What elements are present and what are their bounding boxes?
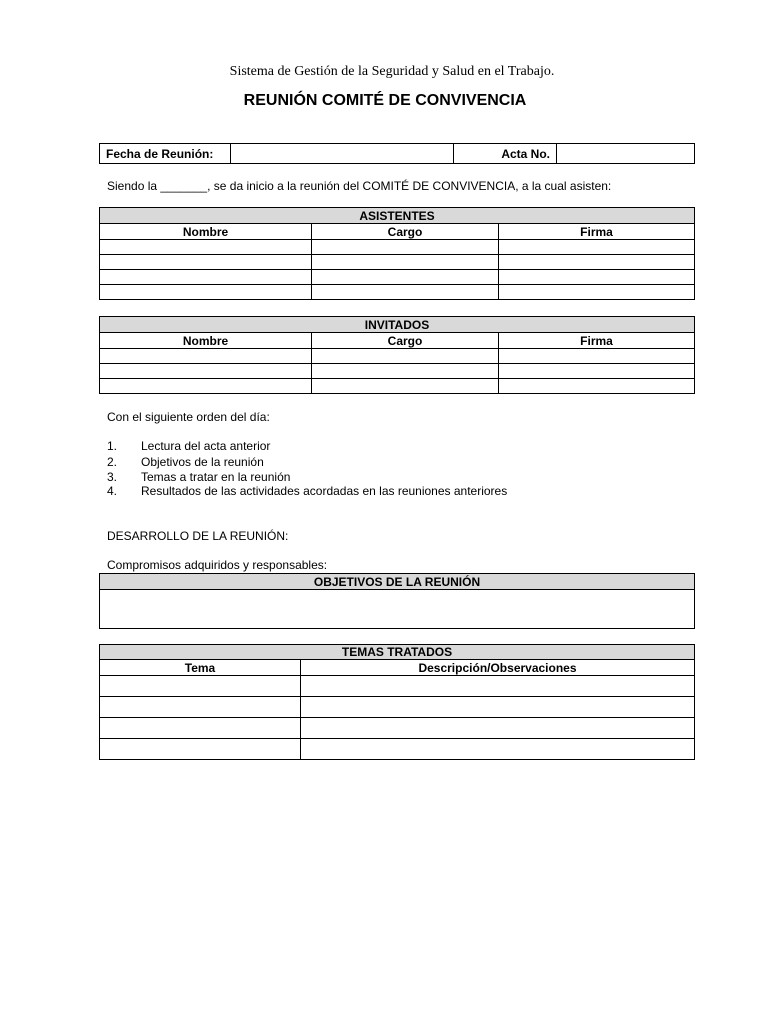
objectives-content-cell[interactable]	[100, 590, 695, 629]
guest-role-cell[interactable]	[312, 364, 499, 379]
attendees-col-name: Nombre	[100, 224, 312, 240]
meeting-info-table	[99, 143, 695, 164]
topics-title: TEMAS TRATADOS	[100, 645, 695, 660]
table-row	[100, 240, 695, 255]
table-row	[100, 364, 695, 379]
guests-col-role: Cargo	[312, 333, 499, 349]
document-subtitle: Sistema de Gestión de la Seguridad y Salud en el Trabajo.	[229, 64, 555, 79]
attendee-name-cell[interactable]	[100, 240, 312, 255]
agenda-intro: Con el siguiente orden del día:	[107, 410, 270, 424]
development-heading: DESARROLLO DE LA REUNIÓN:	[107, 529, 289, 543]
agenda-item-num: 4.	[107, 484, 118, 498]
intro-text: Siendo la _______, se da inicio a la reunión del COMITÉ DE CONVIVENCIA, a la cual asisten:	[107, 179, 612, 193]
agenda-item-text: Temas a tratar en la reunión	[141, 470, 291, 484]
topic-cell[interactable]	[100, 718, 301, 739]
attendee-name-cell[interactable]	[100, 285, 312, 300]
attendee-signature-cell[interactable]	[499, 255, 695, 270]
table-row	[100, 379, 695, 394]
guest-name-cell[interactable]	[100, 349, 312, 364]
objectives-table	[99, 573, 695, 629]
topic-description-cell[interactable]	[301, 676, 695, 697]
topic-description-cell[interactable]	[301, 697, 695, 718]
objectives-title: OBJETIVOS DE LA REUNIÓN	[100, 574, 695, 590]
guest-role-cell[interactable]	[312, 379, 499, 394]
topic-description-cell[interactable]	[301, 739, 695, 760]
attendee-signature-cell[interactable]	[499, 285, 695, 300]
guests-title: INVITADOS	[100, 317, 695, 333]
attendees-title: ASISTENTES	[100, 208, 695, 224]
attendee-name-cell[interactable]	[100, 255, 312, 270]
agenda-item-text: Resultados de las actividades acordadas en las reuniones anteriores	[141, 484, 508, 498]
table-row	[100, 676, 695, 697]
document-title: REUNIÓN COMITÉ DE CONVIVENCIA	[243, 92, 527, 109]
attendees-table	[99, 207, 695, 300]
attendee-role-cell[interactable]	[312, 285, 499, 300]
topic-cell[interactable]	[100, 739, 301, 760]
table-row	[100, 255, 695, 270]
attendee-name-cell[interactable]	[100, 270, 312, 285]
attendees-col-signature: Firma	[499, 224, 695, 240]
attendee-role-cell[interactable]	[312, 270, 499, 285]
table-row	[100, 349, 695, 364]
topics-col-description: Descripción/Observaciones	[301, 660, 695, 676]
guest-name-cell[interactable]	[100, 364, 312, 379]
agenda-item-text: Lectura del acta anterior	[141, 439, 271, 453]
table-row	[100, 718, 695, 739]
table-row	[100, 697, 695, 718]
attendee-signature-cell[interactable]	[499, 240, 695, 255]
meeting-date-label: Fecha de Reunión:	[100, 144, 231, 164]
guest-signature-cell[interactable]	[499, 379, 695, 394]
guests-col-signature: Firma	[499, 333, 695, 349]
commitments-label: Compromisos adquiridos y responsables:	[107, 558, 328, 572]
topic-cell[interactable]	[100, 697, 301, 718]
agenda-item-num: 2.	[107, 455, 118, 469]
guest-role-cell[interactable]	[312, 349, 499, 364]
guests-table	[99, 316, 695, 394]
guest-signature-cell[interactable]	[499, 364, 695, 379]
topic-cell[interactable]	[100, 676, 301, 697]
attendee-role-cell[interactable]	[312, 255, 499, 270]
guests-col-name: Nombre	[100, 333, 312, 349]
minutes-number-field[interactable]	[557, 144, 695, 164]
attendees-col-role: Cargo	[312, 224, 499, 240]
table-row	[100, 739, 695, 760]
table-row	[100, 285, 695, 300]
guest-signature-cell[interactable]	[499, 349, 695, 364]
agenda-item-num: 3.	[107, 470, 118, 484]
minutes-number-label: Acta No.	[454, 144, 557, 164]
table-row	[100, 270, 695, 285]
topics-col-topic: Tema	[100, 660, 301, 676]
meeting-date-field[interactable]	[231, 144, 454, 164]
agenda-item-text: Objetivos de la reunión	[141, 455, 264, 469]
topic-description-cell[interactable]	[301, 718, 695, 739]
topics-table	[99, 644, 695, 760]
guest-name-cell[interactable]	[100, 379, 312, 394]
attendee-role-cell[interactable]	[312, 240, 499, 255]
agenda-item-num: 1.	[107, 439, 118, 453]
attendee-signature-cell[interactable]	[499, 270, 695, 285]
